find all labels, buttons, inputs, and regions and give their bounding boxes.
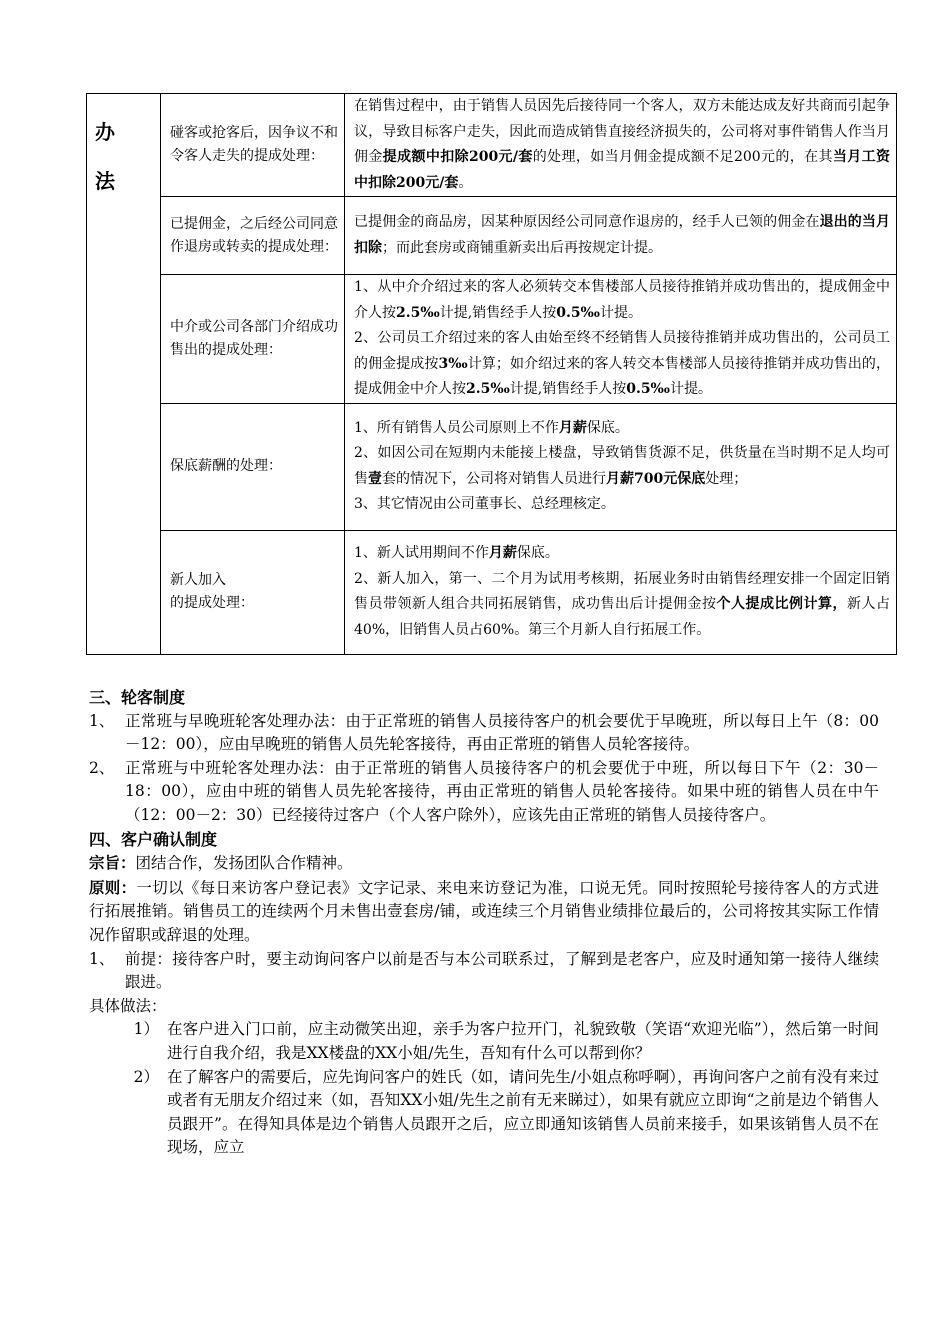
- content-paragraph: 2、如因公司在短期内未能接上楼盘，导致销售货源不足，供货量在当时期不足人均可售壹套的情况下，公司将对销售人员进行月薪700元保底处理；: [354, 445, 890, 487]
- row-content: [345, 197, 897, 275]
- content-paragraph: 2、公司员工介绍过来的客人由始至终不经销售人员接待推销并成功售出的，公司员工的佣金提成按3‰计算；如介绍过来的客人转交本售楼部人员接待推销并成功售出的，提成佣金中介人按2.5‰计提,销售经手人按0.5‰计提。: [354, 330, 891, 397]
- row-content: [345, 530, 897, 654]
- side-label-char: 法: [95, 169, 115, 193]
- commission-table: [86, 93, 897, 655]
- list-item: [89, 757, 879, 828]
- list-text: 正常班与早晚班轮客处理办法：由于正常班的销售人员接待客户的机会要优于早晚班，所以每日上午（8：00－12：00），应由早晚班的销售人员先轮客接待，再由正常班的销售人员轮客接待。: [125, 711, 879, 754]
- table-row: [87, 275, 897, 404]
- purpose-line: [89, 851, 879, 876]
- row-content: [345, 403, 897, 530]
- body-text: [89, 686, 879, 1160]
- row-label: 新人加入 的提成处理：: [161, 530, 345, 654]
- purpose-text: 团结合作，发扬团队合作精神。: [135, 854, 353, 873]
- row-label: 保底薪酬的处理：: [161, 403, 345, 530]
- sub-list-item: [89, 1018, 879, 1065]
- list-number: 1、: [89, 711, 115, 730]
- row-content: [345, 94, 897, 197]
- content-paragraph: 在销售过程中，由于销售人员因先后接待同一个客人，双方未能达成友好共商而引起争议，导致目标客户走失，因此而造成销售直接经济损失的，公司将对事件销售人作当月佣金提成额中扣除200元/套的处理，如当月佣金提成额不足200元的，在其当月工资中扣除200元/套。: [354, 98, 890, 191]
- table-row: [87, 530, 897, 654]
- purpose-label: 宗旨：: [89, 853, 136, 873]
- list-text: 前提：接待客户时，要主动询问客户以前是否与本公司联系过，了解到是老客户，应及时通知第一接待人继续跟进。: [125, 949, 879, 992]
- sub-list-text: 在客户进入门口前，应主动微笑出迎，亲手为客户拉开门，礼貌致敬（笑语“欢迎光临”），然后第一时间进行自我介绍，我是XX楼盘的XX小姐/先生，吾知有什么可以帮到你？: [167, 1020, 879, 1062]
- content-paragraph: 2、新人加入，第一、二个月为试用考核期，拓展业务时由销售经理安排一个固定旧销售员带领新人组合共同拓展销售，成功售出后计提佣金按个人提成比例计算，新人占40%，旧销售人员占60%。第三个月新人自行拓展工作。: [354, 570, 890, 638]
- content-paragraph: 1、从中介介绍过来的客人必须转交本售楼部人员接待推销并成功售出的，提成佣金中介人按2.5‰计提,销售经手人按0.5‰计提。: [354, 279, 890, 321]
- row-content: [345, 275, 897, 404]
- list-number: 2、: [89, 758, 115, 777]
- sub-list-number: 1）: [133, 1020, 159, 1039]
- list-item: [89, 948, 879, 995]
- content-paragraph: 1、所有销售人员公司原则上不作月薪保底。: [354, 419, 629, 436]
- table-row: [87, 94, 897, 197]
- principle-text: 一切以《每日来访客户登记表》文字记录、来电来访登记为准，口说无凭。同时按照轮号接待客人的方式进行拓展推销。销售员工的连续两个月未售出壹套房/铺，或连续三个月销售业绩排位最后的，公司将按其实际工作情况作留职或辞退的处理。: [89, 878, 879, 944]
- row-label: 已提佣金，之后经公司同意作退房或转卖的提成处理：: [161, 197, 345, 275]
- list-item: [89, 710, 879, 757]
- method-label: 具体做法：: [89, 996, 167, 1015]
- section-heading: 四、客户确认制度: [89, 829, 218, 849]
- sub-list-item: [89, 1066, 879, 1160]
- side-label-char: 办: [95, 120, 115, 144]
- content-paragraph: 1、新人试用期间不作月薪保底。: [354, 545, 559, 561]
- content-paragraph: 已提佣金的商品房，因某种原因经公司同意作退房的，经手人已领的佣金在退出的当月扣除；而此套房或商铺重新卖出后再按规定计提。: [354, 214, 891, 256]
- principle-paragraph: [89, 876, 879, 948]
- table-row: [87, 403, 897, 530]
- sub-list-text: 在了解客户的需要后，应先询问客户的姓氏（如，请问先生/小姐点称呼啊），再询问客户之前有没有来过或者有无朋友介绍过来（如，吾知XX小姐/先生之前有无来睇过），如果有就应立即询“之前是边个销售人员跟开”。在得知具体是边个销售人员跟开之后，应立即通知该销售人员前来接手，如果该销售人员不在现场，应立: [167, 1067, 879, 1157]
- side-label-cell: [87, 94, 161, 655]
- table-row: [87, 197, 897, 275]
- sub-list-number: 2）: [133, 1067, 159, 1086]
- row-label: 碰客或抢客后，因争议不和令客人走失的提成处理：: [161, 94, 345, 197]
- row-label: 中介或公司各部门介绍成功售出的提成处理：: [161, 275, 345, 404]
- section-heading: 三、轮客制度: [89, 688, 186, 707]
- content-paragraph: 3、其它情况由公司董事长、总经理核定。: [354, 496, 615, 512]
- principle-label: 原则：: [89, 877, 137, 897]
- list-text: 正常班与中班轮客处理办法：由于正常班的销售人员接待客户的机会要优于中班，所以每日下午（2：30－18：00），应由中班的销售人员先轮客接待，再由正常班的销售人员轮客接待。如果中班的销售人员在中午（12：00－2：30）已经接待过客户（个人客户除外），应该先由正常班的销售人员接待客户。: [125, 758, 879, 824]
- list-number: 1、: [89, 949, 115, 968]
